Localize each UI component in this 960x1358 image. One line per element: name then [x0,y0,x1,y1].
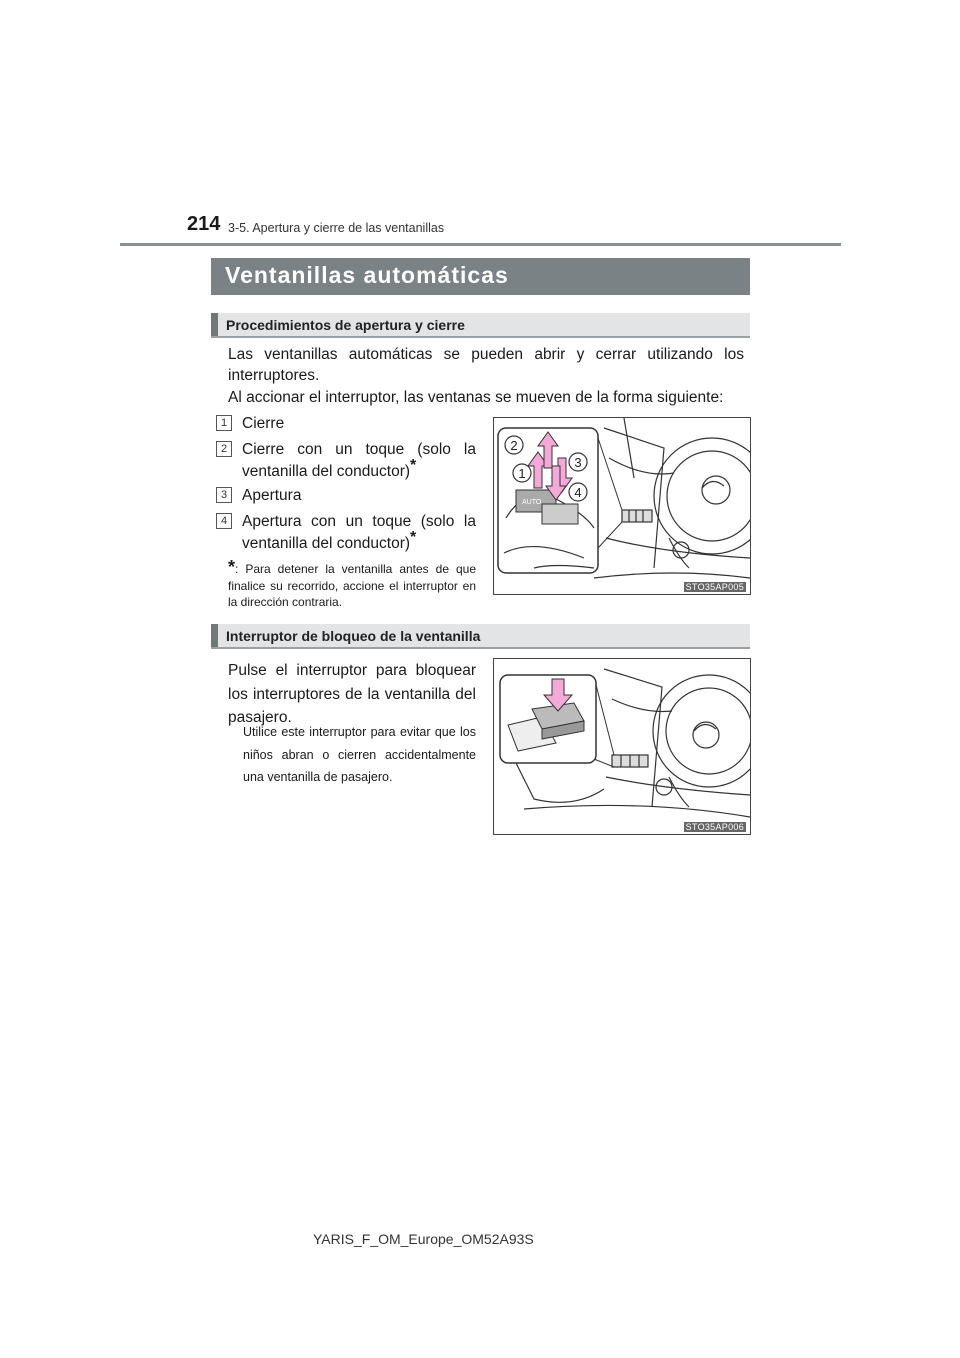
callout-4: 4 [574,485,582,500]
figure-code: STO35AP005 [685,582,744,592]
figure-lock-switch [493,658,751,835]
footnote-text: : Para detener la ventanilla antes de que finalice su recorrido, accione el interruptor en la dirección contraria. [228,562,476,609]
list-item [216,485,476,507]
section-heading-lock-switch: Interruptor de bloqueo de la ventanilla [211,624,750,649]
number-box: 3 [216,487,232,503]
section-heading-procedures: Procedimientos de apertura y cierre [211,313,750,338]
number-box: 2 [216,441,232,457]
footnote [228,559,476,611]
list-item [216,439,476,483]
figure-window-switches [493,417,751,595]
item-text: Cierre con un toque (solo la ventanilla del conductor) [242,441,476,480]
lock-switch-illustration [494,659,750,834]
intro-paragraph: Las ventanillas automáticas se pueden abrir y cerrar utilizando los interruptores. [228,346,744,384]
list-item [216,413,476,435]
intro-paragraph-2: Al accionar el interruptor, las ventanas se mueven de la forma siguiente: [228,389,724,406]
lock-note: Utilice este interruptor para evitar que los niños abran o cierren accidentalmente una ventanilla de pasajero. [243,725,476,784]
footnote-asterisk: * [228,557,236,577]
main-title: Ventanillas automáticas [211,258,750,295]
lock-instruction: Pulse el interruptor para bloquear los interruptores de la ventanilla del pasajero. [228,662,476,726]
item-text: Cierre [242,415,285,432]
chapter-title: 3-5. Apertura y cierre de las ventanillas [228,221,445,235]
item-text: Apertura [242,487,302,504]
callout-2: 2 [510,438,518,453]
callout-1: 1 [518,466,526,481]
auto-label: AUTO [522,499,542,506]
asterisk-mark: * [410,456,417,474]
dashboard-illustration [494,418,750,594]
asterisk-mark: * [410,528,417,546]
list-item [216,511,476,555]
figure-code: STO35AP006 [685,822,744,832]
item-text: Apertura con un toque (solo la ventanilla del conductor) [242,513,476,552]
page-number: 214 [187,213,221,235]
number-box: 1 [216,415,232,431]
header-rule [120,243,841,246]
number-box: 4 [216,513,232,529]
callout-3: 3 [574,455,582,470]
footer-document-code: YARIS_F_OM_Europe_OM52A93S [313,1231,534,1247]
